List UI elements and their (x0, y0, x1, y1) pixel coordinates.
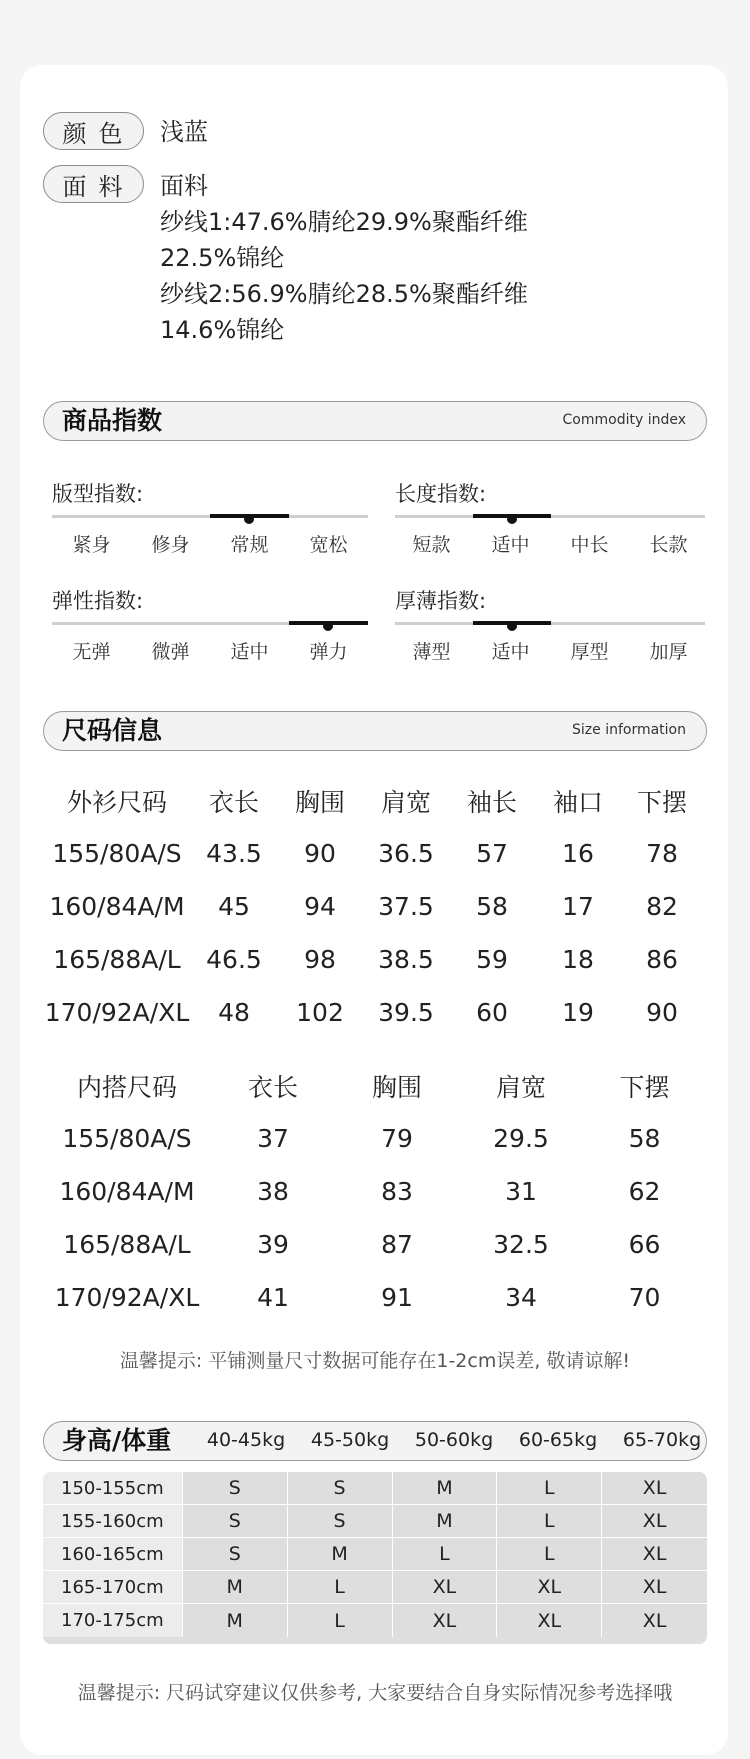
weight-column-header: 50-60kg (414, 1429, 494, 1451)
fit-option: 宽松 (309, 534, 348, 556)
column-header: 外衫尺码 (66, 787, 167, 817)
table-cell: 32.5 (493, 1230, 549, 1259)
table-row (43, 1218, 706, 1271)
size-cell: XL (642, 1510, 667, 1532)
length-index-options (392, 530, 708, 557)
outer-size-table (43, 774, 703, 1039)
column-header: 肩宽 (380, 787, 431, 817)
table-cell: 18 (562, 945, 594, 974)
size-suggestion-tip: 温馨提示: 尺码试穿建议仅供参考, 大家要结合自身实际情况参考选择哦 (77, 1682, 673, 1704)
table-row (43, 1604, 707, 1637)
size-cell: S (183, 1505, 288, 1537)
height-cell: 170-175cm (43, 1604, 183, 1637)
table-cell: 48 (218, 998, 250, 1027)
color-value (160, 114, 208, 150)
weight-columns (194, 1422, 714, 1459)
size-cell: XL (393, 1604, 498, 1637)
commodity-index-title-en: Commodity index (562, 412, 686, 428)
commodity-index-header (43, 401, 707, 441)
table-cell: 16 (562, 839, 594, 868)
table-row (43, 1505, 707, 1538)
table-cell: 78 (646, 839, 678, 868)
table-cell: 160/84A/M (59, 1177, 195, 1206)
table-cell: 160/84A/M (49, 892, 185, 921)
table-cell: 66 (628, 1230, 661, 1259)
column-header: 袖口 (552, 787, 603, 817)
column-header: 胸围 (371, 1072, 422, 1102)
fit-index-options (52, 530, 368, 557)
table-cell: 155/80A/S (52, 839, 182, 868)
table-cell: 19 (562, 998, 594, 1027)
table-cell: 165/88A/L (53, 945, 181, 974)
table-cell: 90 (646, 998, 678, 1027)
height-weight-grid (43, 1472, 707, 1644)
color-value-line: 浅蓝 (160, 118, 208, 146)
table-cell: 39 (257, 1230, 289, 1259)
column-header: 胸围 (294, 787, 345, 817)
table-cell: 60 (476, 998, 508, 1027)
size-cell: M (393, 1472, 498, 1504)
table-row (43, 986, 703, 1039)
size-info-title-en: Size information (572, 722, 686, 738)
table-cell: 41 (257, 1283, 289, 1312)
table-cell: 57 (476, 839, 508, 868)
size-cell: S (183, 1472, 288, 1504)
height-weight-header (43, 1421, 707, 1461)
height-cell: 165-170cm (43, 1571, 183, 1603)
table-cell: 82 (646, 892, 678, 921)
table-row (43, 1571, 707, 1604)
column-header: 内搭尺码 (76, 1072, 177, 1102)
table-cell: 31 (505, 1177, 537, 1206)
fit-index-marker (244, 514, 254, 524)
table-cell: 94 (304, 892, 336, 921)
height-weight-title: 身高/体重 (62, 1426, 172, 1455)
fabric-line-5: 14.6%锦纶 (160, 316, 285, 344)
column-header: 衣长 (208, 787, 259, 817)
table-header-row (43, 1059, 706, 1112)
fabric-line-4: 纱线2:56.9%腈纶28.5%聚酯纤维 (160, 280, 528, 308)
size-info-header (43, 711, 707, 751)
table-cell: 90 (304, 839, 336, 868)
fabric-line-2: 纱线1:47.6%腈纶29.9%聚酯纤维 (160, 208, 528, 236)
elasticity-index-options (52, 637, 368, 664)
elasticity-option: 微弹 (151, 641, 190, 663)
size-cell: M (183, 1604, 288, 1637)
thickness-index-options (392, 637, 708, 664)
thickness-index-track (395, 622, 705, 625)
inner-size-table (43, 1059, 706, 1324)
fabric-label: 面料 (43, 165, 144, 203)
size-cell: XL (642, 1576, 667, 1598)
table-cell: 39.5 (378, 998, 434, 1027)
table-cell: 36.5 (378, 839, 434, 868)
table-row (43, 880, 703, 933)
table-cell: 46.5 (206, 945, 262, 974)
thickness-index-marker (507, 621, 517, 631)
table-row (43, 1271, 706, 1324)
table-row (43, 1165, 706, 1218)
length-option: 短款 (412, 534, 451, 556)
table-row (43, 1472, 707, 1505)
table-cell: 17 (562, 892, 594, 921)
size-cell: M (288, 1538, 393, 1570)
fabric-value (160, 168, 528, 348)
table-cell: 155/80A/S (62, 1124, 192, 1153)
table-row (43, 827, 703, 880)
column-header: 袖长 (466, 787, 517, 817)
table-header-row (43, 774, 703, 827)
table-cell: 170/92A/XL (54, 1283, 200, 1312)
height-cell: 150-155cm (43, 1472, 183, 1504)
size-cell: S (288, 1472, 393, 1504)
table-cell: 62 (628, 1177, 661, 1206)
table-cell: 170/92A/XL (44, 998, 190, 1027)
table-cell: 38.5 (378, 945, 434, 974)
table-cell: 98 (304, 945, 336, 974)
length-index-marker (507, 514, 517, 524)
table-cell: 58 (628, 1124, 661, 1153)
elasticity-option: 适中 (230, 641, 269, 663)
elasticity-option-selected: 弹力 (309, 641, 348, 663)
thickness-index-label: 厚薄指数: (395, 589, 487, 613)
table-cell: 34 (505, 1283, 537, 1312)
fit-index-label: 版型指数: (52, 482, 144, 506)
table-cell: 91 (381, 1283, 413, 1312)
table-row (43, 1112, 706, 1165)
column-header: 肩宽 (495, 1072, 546, 1102)
thickness-option: 薄型 (412, 641, 451, 663)
table-cell: 37 (257, 1124, 289, 1153)
table-row (43, 933, 703, 986)
fabric-line-3: 22.5%锦纶 (160, 244, 285, 272)
table-cell: 165/88A/L (63, 1230, 191, 1259)
color-label: 颜色 (43, 112, 144, 150)
table-cell: 59 (476, 945, 508, 974)
length-option-selected: 适中 (491, 534, 530, 556)
column-header: 下摆 (619, 1072, 670, 1102)
size-cell: L (288, 1571, 393, 1603)
size-cell: S (183, 1538, 288, 1570)
table-cell: 83 (381, 1177, 413, 1206)
table-cell: 102 (296, 998, 344, 1027)
length-index-track (395, 515, 705, 518)
table-cell: 86 (646, 945, 678, 974)
table-cell: 87 (381, 1230, 413, 1259)
weight-column-header: 60-65kg (518, 1429, 598, 1451)
fabric-line-1: 面料 (160, 172, 208, 200)
table-cell: 29.5 (493, 1124, 549, 1153)
size-cell: S (288, 1505, 393, 1537)
elasticity-option: 无弹 (72, 641, 111, 663)
size-cell: L (393, 1538, 498, 1570)
table-cell: 79 (381, 1124, 413, 1153)
column-header: 衣长 (247, 1072, 298, 1102)
size-cell: XL (497, 1571, 602, 1603)
height-cell: 160-165cm (43, 1538, 183, 1570)
size-cell: XL (642, 1477, 667, 1499)
size-cell: M (393, 1505, 498, 1537)
table-cell: 45 (218, 892, 250, 921)
size-cell: XL (642, 1609, 667, 1632)
elasticity-index-label: 弹性指数: (52, 589, 144, 613)
height-cell: 155-160cm (43, 1505, 183, 1537)
size-cell: L (497, 1538, 602, 1570)
length-option: 中长 (570, 534, 609, 556)
length-option: 长款 (649, 534, 688, 556)
table-cell: 38 (257, 1177, 289, 1206)
table-cell: 43.5 (206, 839, 262, 868)
length-index-label: 长度指数: (395, 482, 487, 506)
weight-column-header: 45-50kg (310, 1429, 390, 1451)
elasticity-index-track (52, 622, 368, 625)
weight-column-header: 65-70kg (622, 1429, 702, 1451)
table-row (43, 1538, 707, 1571)
elasticity-index-marker (323, 621, 333, 631)
fit-index-track (52, 515, 368, 518)
thickness-option: 加厚 (649, 641, 688, 663)
weight-column-header: 40-45kg (206, 1429, 286, 1451)
measurement-tip: 温馨提示: 平铺测量尺寸数据可能存在1-2cm误差, 敬请谅解! (119, 1350, 631, 1372)
table-cell: 37.5 (378, 892, 434, 921)
commodity-index-title: 商品指数 (62, 406, 163, 435)
size-cell: L (288, 1604, 393, 1637)
fit-option: 修身 (151, 534, 190, 556)
size-cell: XL (393, 1571, 498, 1603)
size-cell: L (497, 1472, 602, 1504)
table-cell: 70 (628, 1283, 661, 1312)
size-info-title: 尺码信息 (62, 716, 163, 745)
table-cell: 58 (476, 892, 508, 921)
thickness-option-selected: 适中 (491, 641, 530, 663)
column-header: 下摆 (636, 787, 687, 817)
size-cell: XL (642, 1543, 667, 1565)
fit-option: 紧身 (72, 534, 111, 556)
size-cell: L (497, 1505, 602, 1537)
size-cell: M (183, 1571, 288, 1603)
fit-option-selected: 常规 (230, 534, 269, 556)
thickness-option: 厚型 (570, 641, 609, 663)
size-cell: XL (497, 1604, 602, 1637)
